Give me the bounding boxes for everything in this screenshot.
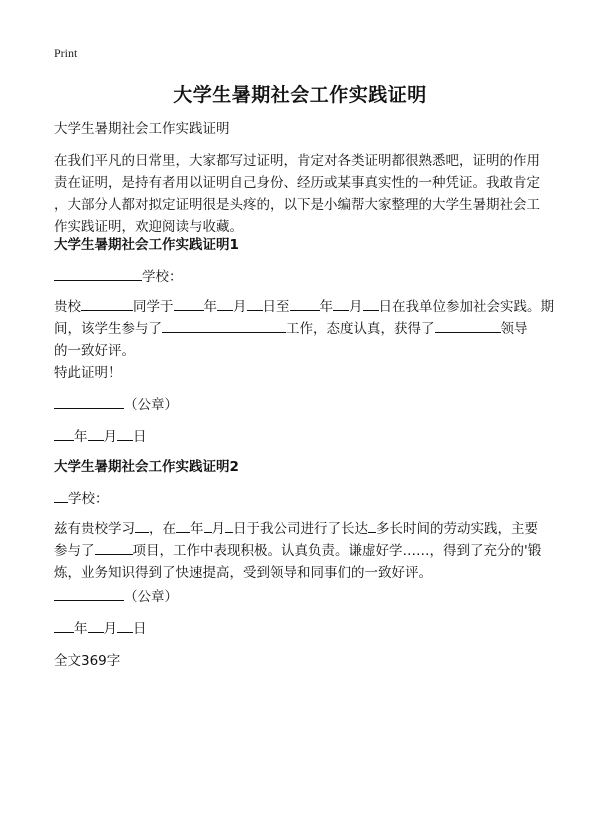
school-blank <box>54 488 68 503</box>
text-segment: 年 <box>190 521 204 537</box>
text-segment: 同学于 <box>133 299 174 315</box>
year-blank <box>174 296 204 311</box>
text-segment: 日 <box>133 429 147 445</box>
section2-body-line-2 <box>54 540 550 562</box>
text-segment: 项目，工作中表现积极。认真负责。谦虚好学……，得到了充分的'锻 <box>132 543 542 559</box>
section1-special: 特此证明！ <box>54 365 122 381</box>
year-blank <box>54 618 74 633</box>
intro-line-2: 责在证明，是持有者用以证明自己身份、经历或某事真实性的一种凭证。我敢肯定 <box>54 175 540 191</box>
subtitle: 大学生暑期社会工作实践证明 <box>54 121 230 137</box>
print-link[interactable]: Print <box>54 46 78 60</box>
name-blank <box>81 296 133 311</box>
seal-label: （公章） <box>124 589 178 605</box>
text-segment: 月 <box>211 521 225 537</box>
school-label: 学校： <box>68 491 109 507</box>
text-segment: 日 <box>133 621 147 637</box>
text-segment: 日在我单位参加社会实践。期 <box>378 299 554 315</box>
section2-body <box>54 518 550 584</box>
text-segment: 月 <box>103 621 117 637</box>
text-segment: 月 <box>349 299 363 315</box>
intro-line-4: 作实践证明，欢迎阅读与收藏。 <box>54 219 243 235</box>
section1-date-line <box>54 426 550 448</box>
text-segment: 日至 <box>262 299 290 315</box>
section1-body-line-3: 的一致好评。 <box>54 343 135 359</box>
day-blank <box>117 426 133 441</box>
text-segment: 年 <box>74 429 88 445</box>
seal-blank <box>54 394 124 409</box>
seal-label: （公章） <box>124 397 178 413</box>
text-segment: ，在 <box>149 521 176 537</box>
text-segment: 日于我公司进行了长达 <box>233 521 368 537</box>
project-blank <box>95 540 133 555</box>
section1-body-line-2 <box>54 318 550 340</box>
word-count: 全文369字 <box>54 653 121 669</box>
intro-paragraph <box>54 150 550 238</box>
school-blank <box>54 266 142 281</box>
text-segment: 间，该学生参与了 <box>54 321 162 337</box>
text-segment: 贵校 <box>54 299 81 315</box>
text-segment: 年 <box>74 621 88 637</box>
intro-line-1: 在我们平凡的日常里，大家都写过证明，肯定对各类证明都很熟悉吧，证明的作用 <box>54 153 540 169</box>
section2-date-line <box>54 618 550 640</box>
name-blank <box>135 518 149 533</box>
intro-line-3: ，大部分人都对拟定证明很是头疼的，以下是小编帮大家整理的大学生暑期社会工 <box>54 197 540 213</box>
text-segment: 兹有贵校学习 <box>54 521 135 537</box>
text-segment: 月 <box>233 299 247 315</box>
text-segment: 年 <box>203 299 217 315</box>
month-blank <box>88 618 104 633</box>
text-segment: 工作，态度认真，获得了 <box>286 321 435 337</box>
day-blank <box>363 296 379 311</box>
section2-seal-line <box>54 586 550 608</box>
text-segment: 月 <box>103 429 117 445</box>
text-segment: 领导 <box>500 321 528 337</box>
day-blank <box>247 296 263 311</box>
month-blank <box>204 518 212 533</box>
school-label: 学校： <box>142 269 183 285</box>
section1-body-line-1 <box>54 296 554 318</box>
section1-school-line <box>54 266 550 288</box>
year-blank <box>176 518 190 533</box>
month-blank <box>333 296 349 311</box>
result-blank <box>435 318 501 333</box>
day-blank <box>117 618 133 633</box>
year-blank <box>290 296 320 311</box>
section2-body-line-1 <box>54 518 550 540</box>
section2-body-line-3: 炼，业务知识得到了快速提高，受到领导和同事们的一致好评。 <box>54 565 432 581</box>
section2-school-line <box>54 488 550 510</box>
duration-blank <box>368 518 376 533</box>
page-title: 大学生暑期社会工作实践证明 <box>173 84 427 106</box>
work-blank <box>162 318 286 333</box>
section1-body <box>54 296 554 362</box>
month-blank <box>217 296 233 311</box>
text-segment: 参与了 <box>54 543 95 559</box>
day-blank <box>225 518 233 533</box>
text-segment: 多长时间的劳动实践，主要 <box>376 521 538 537</box>
year-blank <box>54 426 74 441</box>
seal-blank <box>54 586 124 601</box>
text-segment: 年 <box>319 299 333 315</box>
section2-heading: 大学生暑期社会工作实践证明2 <box>54 459 239 475</box>
month-blank <box>88 426 104 441</box>
section1-seal-line <box>54 394 550 416</box>
section1-heading: 大学生暑期社会工作实践证明1 <box>54 237 239 253</box>
